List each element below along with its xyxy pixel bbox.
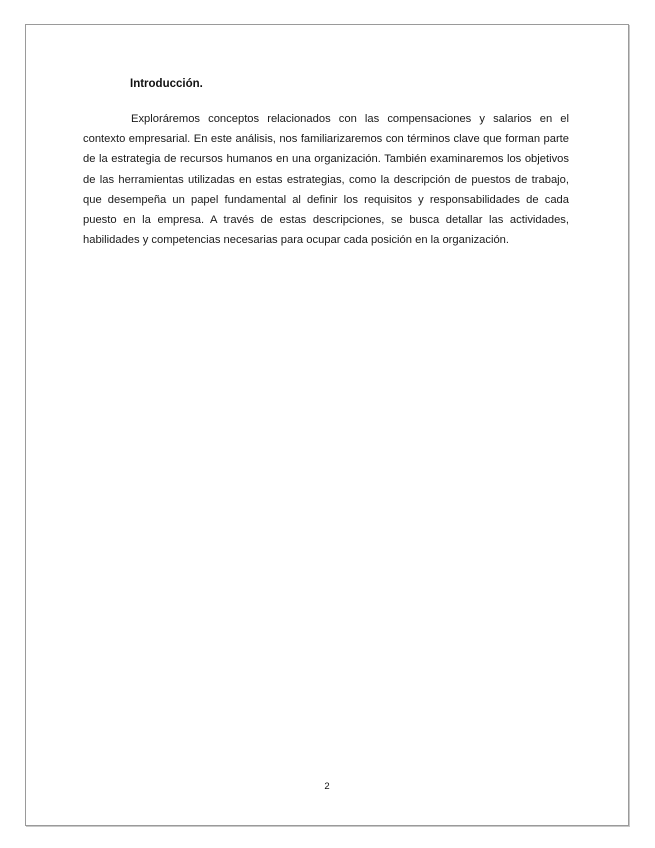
page-number: 2 — [324, 781, 330, 792]
document-page — [25, 24, 629, 826]
intro-paragraph: Exploráremos conceptos relacionados con las compensaciones y salarios en el contexto empresarial. En este análisis, nos familiarizaremos con términos clave que forman parte de la estrategia de recursos humanos en una organización. También examinaremos los objetivos de las herramientas utilizadas en estas estrategias, como la descripción de puestos de trabajo, que desempeña un papel fundamental al definir los requisitos y responsabilidades de cada puesto en la empresa. A través de estas descripciones, se busca detallar las actividades, habilidades y competencias necesarias para ocupar cada posición en la organización. — [83, 113, 569, 247]
section-heading: Introducción. — [130, 78, 203, 90]
